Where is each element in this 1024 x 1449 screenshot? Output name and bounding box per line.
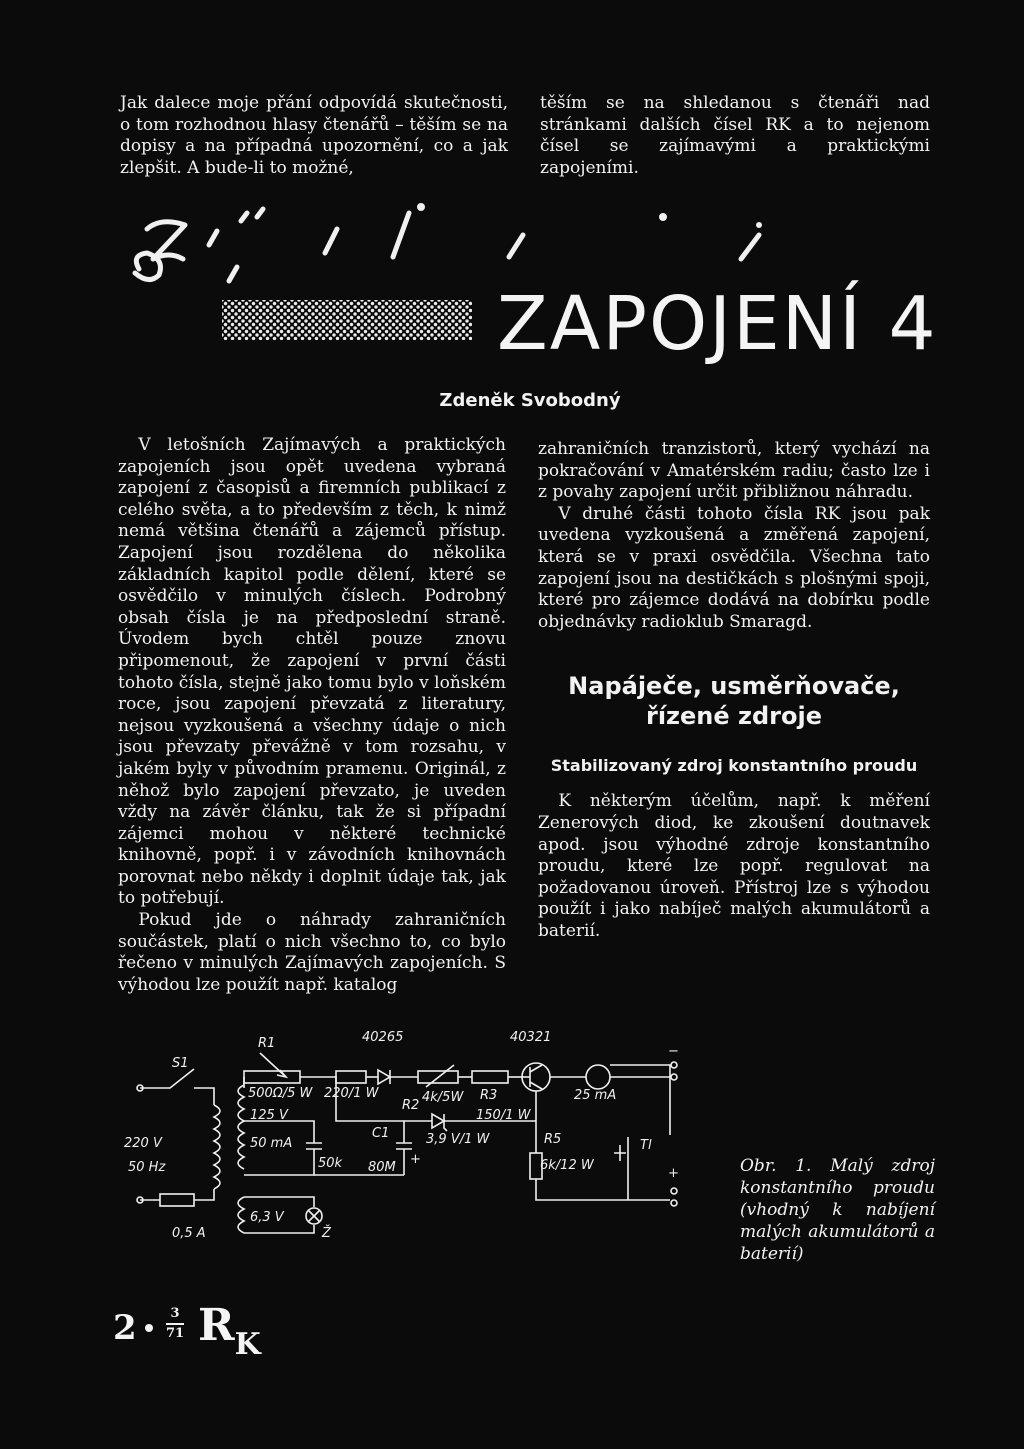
label-r3: R3 bbox=[480, 1088, 498, 1103]
label-mains-voltage: 220 V bbox=[124, 1136, 162, 1151]
label-meter: 25 mA bbox=[574, 1088, 617, 1103]
body-left-paragraph-1: V letošních Zajímavých a praktických zapojeních jsou opět uvedena vybraná zapojení z časopisů a firemních publikací z celého světa, a to především z těch, k nimž nemá většina čtenářů a zájemců přístup. Zapojení jsou rozdělena do několika základních kapitol podle dělení, které se osvědčilo v minulých číslech. Podrobný obsah čísla je na předposlední straně. Úvodem bych chtěl pouze znovu připomenout, že zapojení v první části tohoto čísla, stejně jako tomu bylo v loňském roce, jsou zapojení převzatá z literatury, nejsou vyzkoušená a všechny údaje o nich jsou převzaty převážně v tom rozsahu, v jakém byly v původním pramenu. Originál, z něhož bylo zapojení převzato, je uveden vždy na závěr článku, tak že si případní zájemci mohou v některé technické knihovně, popř. i v závodních knihovnách porovnat nebo někdy i doplnit údaje tak, jak to potřebují. bbox=[118, 435, 506, 909]
label-125v: 125 V bbox=[250, 1108, 288, 1123]
handwritten-title-decoration bbox=[125, 195, 805, 295]
label-pot: 500Ω/5 W bbox=[248, 1086, 313, 1101]
label-50ma: 50 mA bbox=[250, 1136, 293, 1151]
intro-right-text: těším se na shledanou s čtenáři nad stránkami dalších čísel RK a to nejenom čísel se zajímavými a praktickými zapojeními. bbox=[540, 93, 930, 178]
fuse bbox=[160, 1194, 194, 1206]
body-left-paragraph-2: Pokud jde o náhrady zahraničních součástek, platí o nich všechno to, co bylo řečeno v minulých Zajímavých zapojeních. S výhodou lze použít např. katalog bbox=[118, 910, 506, 995]
subsection-text: K některým účelům, např. k měření Zenerových diod, ke zkoušení doutnavek apod. jsou výhodné zdroje konstantního proudu, které lze popř. regulovat na požadovanou úroveň. Přístroj lze s výhodou použít i jako nabíječ malých akumulátorů a baterií. bbox=[538, 791, 930, 941]
body-right-column bbox=[538, 439, 930, 943]
diode-40265 bbox=[378, 1070, 390, 1084]
body-right-paragraph-1: zahraničních tranzistorů, který vychází na pokračování v Amatérském radiu; často lze i z povahy zapojení určit přibližnou náhradu. bbox=[538, 439, 930, 503]
label-r220: 220/1 W bbox=[324, 1086, 379, 1101]
body-right-paragraph-2: V druhé části tohoto čísla RK jsou pak uvedena vyzkoušená a změřená zapojení, která se v praxi osvědčila. Všechna tato zapojení jsou na destičkách s plošnými spoji, které pro zájemce dodává na dobírku podle objednávky radioklub Smaragd. bbox=[538, 503, 930, 632]
bullet-dot bbox=[145, 1324, 153, 1332]
circuit-schematic bbox=[110, 1025, 710, 1245]
label-r2: R2 bbox=[402, 1098, 420, 1113]
issue-number: 3 bbox=[170, 1306, 180, 1321]
subsection-heading: Stabilizovaný zdroj konstantního proudu bbox=[550, 756, 918, 776]
label-minus-out: − bbox=[668, 1044, 679, 1059]
label-t1: 40321 bbox=[510, 1030, 552, 1045]
label-r1: R1 bbox=[258, 1036, 276, 1051]
author-name: Zdeněk Svobodný bbox=[439, 390, 621, 411]
logo-letter-r: R bbox=[198, 1300, 235, 1351]
section-heading: Napáječe, usměrňovače, řízené zdroje bbox=[568, 672, 900, 731]
label-50k: 50k bbox=[318, 1156, 343, 1171]
page-title: ZAPOJENÍ 4 bbox=[497, 281, 938, 367]
label-tl: Tl bbox=[640, 1138, 652, 1153]
label-80m: 80M bbox=[368, 1160, 396, 1175]
label-r5: R5 bbox=[544, 1132, 562, 1147]
page-number: 2 bbox=[113, 1308, 137, 1348]
label-r3-val: 150/1 W bbox=[476, 1108, 531, 1123]
label-s1: S1 bbox=[172, 1056, 189, 1071]
meter bbox=[586, 1065, 610, 1089]
capacitor-50k bbox=[306, 1143, 322, 1149]
logo-letter-k: K bbox=[234, 1327, 261, 1362]
label-d1: 40265 bbox=[362, 1030, 404, 1045]
label-plus-c: + bbox=[410, 1152, 421, 1167]
label-63v: 6,3 V bbox=[250, 1210, 284, 1225]
resistor-220 bbox=[336, 1071, 366, 1083]
intro-left-text: Jak dalece moje přání odpovídá skutečnosti, o tom rozhodnou hlasy čtenářů – těším se na dopisy a na případná upozornění, co a jak zlepšit. A bude-li to možné, bbox=[120, 93, 508, 178]
label-c1: C1 bbox=[372, 1126, 390, 1141]
label-fuse: 0,5 A bbox=[172, 1226, 206, 1241]
intro-right-column bbox=[540, 93, 930, 179]
label-r5-val: 6k/12 W bbox=[540, 1158, 594, 1173]
resistor-r3 bbox=[472, 1071, 508, 1083]
label-r2-val: 4k/5W bbox=[422, 1090, 464, 1105]
issue-year: 71 bbox=[166, 1326, 185, 1341]
pushbutton-tl bbox=[614, 1137, 628, 1169]
issue-fraction bbox=[166, 1306, 184, 1342]
label-zener: 3,9 V/1 W bbox=[426, 1132, 490, 1147]
decorative-dot-pattern bbox=[222, 300, 472, 340]
body-left-column bbox=[118, 435, 506, 996]
switch-s1 bbox=[140, 1069, 194, 1088]
magazine-logo bbox=[198, 1300, 261, 1362]
transformer-primary bbox=[214, 1105, 220, 1189]
label-plus-out: + bbox=[668, 1166, 679, 1181]
zener-diode bbox=[432, 1114, 444, 1128]
page-footer bbox=[113, 1300, 313, 1370]
figure-caption: Obr. 1. Malý zdroj konstantního proudu (vhodný k nabíjení malých akumulátorů a baterií) bbox=[740, 1156, 935, 1264]
label-bulb: Ž bbox=[322, 1226, 331, 1241]
label-mains-frequency: 50 Hz bbox=[128, 1160, 166, 1175]
intro-left-column bbox=[120, 93, 508, 179]
